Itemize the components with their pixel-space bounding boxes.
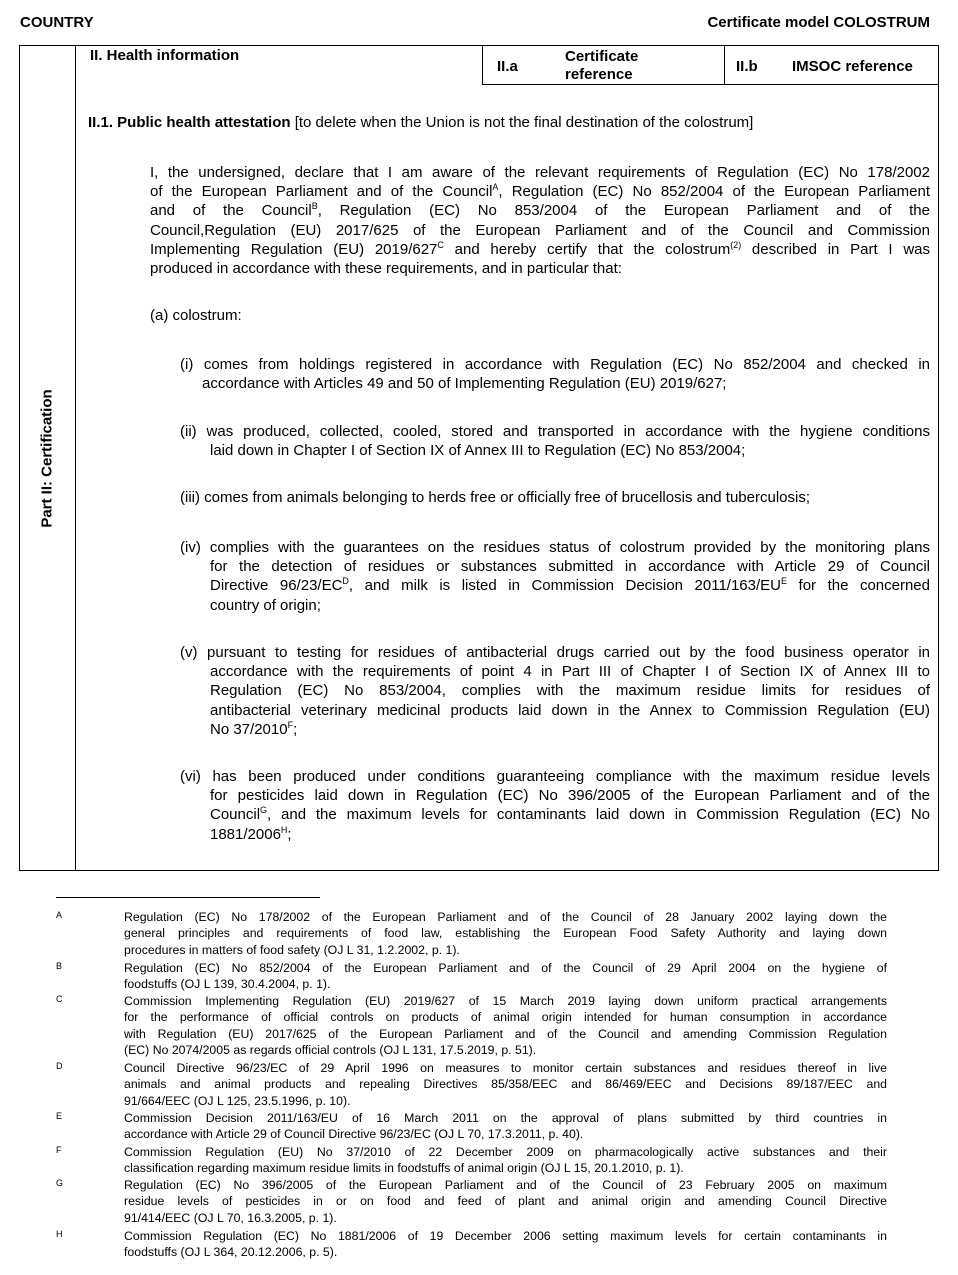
intro-line: Council,Regulation (EU) 2017/625 of the European Parliament and of the Council and Commission [150,221,930,239]
footnote-line: animals and animal products and repealing Directives 85/358/EEC and 86/469/EEC and Decisions 89/187/EEC and [124,1077,887,1092]
footnote-line: Commission Regulation (EC) No 1881/2006 of 19 December 2006 setting maximum levels for certain contaminants in [124,1229,887,1243]
list-item: (vi) has been produced under conditions guaranteeing compliance with the maximum residue levels for pesticides laid down in Regulation (EC) No 396/2005 of the European Parliament and of the Council$^G$, and the maximum levels for contaminants laid down in Commission Regulation (EC) No $1881/2006^H$; [180,768,930,843]
footnote-text [124,960,887,993]
colostrum-subheading: (a) colostrum: [150,307,242,324]
footnote-line: Regulation (EC) No 852/2004 of the European Parliament and of the Council of 29 April 2004 on the hygiene of [124,961,887,975]
footnote-line: 91/414/EEC (OJ L 70, 16.3.2005, p. 1). [124,1210,337,1225]
footnote-mark: C [56,994,63,1004]
footnote-line: general principles and requirements of food law, establishing the European Food Safety Authority and laying down [124,926,887,941]
country-label: COUNTRY [20,14,94,31]
attestation-intro [150,163,930,278]
intro-line: I, the undersigned, declare that I am aware of the relevant requirements of Regulation (EC) No 178/2002 [150,164,930,181]
iia-label: II.a [497,58,518,75]
list-item: (iii) comes from animals belonging to herds free or officially free of brucellosis and tuberculosis; [180,489,811,506]
footnote-ref: (2) [730,239,742,250]
footnote-line: residue levels of pesticides in or on food and feed of plant and animal origin and amending Council Directive [124,1194,887,1209]
footnote-line: with Regulation (EU) 2017/625 of the European Parliament and of the Council and amending Commission Regulation [124,1026,887,1041]
footnote-separator [56,897,320,898]
certificate-reference-label: Certificate reference [565,48,639,83]
imsoc-reference-label: IMSOC reference [792,58,913,75]
footnote-ref: F [287,719,294,730]
footnote-line: 91/664/EEC (OJ L 125, 23.5.1996, p. 10). [124,1093,351,1108]
footnote-ref: D [342,576,349,587]
footnote-mark: B [56,961,63,971]
side-label [22,45,72,871]
list-item: (v) pursuant to testing for residues of antibacterial drugs carried out by the food business operator in accordance with the requirements of point 4 in Part III of Chapter I of Section IX of Annex III to Regulation (EC) No 853/2004, complies with the maximum residue limits for residues of antibacterial veterinary medicinal products laid down in the Annex to Commission Regulation (EU) No $37/2010^F$; [180,644,930,738]
part-ii-certification-label: Part II: Certification [38,388,56,528]
footnote-ref: G [260,805,268,816]
footnote-ref: H [280,824,288,835]
imsoc-reference-box [724,45,939,85]
footnote-text [124,1177,887,1226]
footnote-text [124,1110,887,1143]
certificate-reference-box [482,45,725,85]
footnote-line: foodstuffs (OJ L 364, 20.12.2006, p. 5). [124,1245,338,1260]
intro-line: Implementing Regulation (EU) $2019/627^C$ and hereby certify that the colostrum$^{(2)}$ described in Part I was [150,239,930,258]
footnote-mark: F [56,1145,62,1155]
attestation-note: [to delete when the Union is not the final destination of the colostrum] [290,114,754,131]
footnote-line: Commission Implementing Regulation (EU) 2019/627 of 15 March 2019 laying down uniform practical arrangements [124,994,887,1008]
footnote-line: Commission Decision 2011/163/EU of 16 March 2011 on the approval of plans submitted by third countries in [124,1111,887,1125]
iib-label: II.b [736,58,758,75]
footnote-text [124,1228,887,1261]
section-title: II. Health information [90,47,240,64]
certificate-model-label: Certificate model COLOSTRUM [707,14,930,31]
attestation-title: II.1. Public health attestation [88,114,291,131]
list-item: (i) comes from holdings registered in accordance with Regulation (EC) No 852/2004 and checked in accordance with Articles 49 and 50 of Implementing Regulation (EU) 2019/627; [180,356,930,393]
footnote-ref: B [311,201,318,212]
list-item: (ii) was produced, collected, cooled, stored and transported in accordance with the hygiene conditions laid down in Chapter I of Section IX of Annex III to Regulation (EC) No 853/2004; [180,423,930,460]
footnote-line: Commission Regulation (EU) No 37/2010 of 22 December 2009 on pharmacologically active substances and their [124,1145,887,1159]
footnote-line: accordance with Article 29 of Council Directive 96/23/EC (OJ L 70, 17.3.2011, p. 40). [124,1127,584,1142]
footnote-mark: D [56,1061,63,1071]
list-item: (iv) complies with the guarantees on the residues status of colostrum provided by the monitoring plans for the detection of residues or substances submitted in accordance with Article 29 of Council Directive $96/23/EC^D$, and milk is listed in Commission Decision $2011/163/EU^E$ for the concerned country of origin; [180,539,930,614]
footnote-mark: H [56,1229,63,1239]
intro-line: produced in accordance with these requirements, and in particular that: [150,260,622,278]
intro-line: of the European Parliament and of the Council$^A$, Regulation (EC) No 852/2004 of the European Parliament [150,182,930,201]
footnote-ref: C [437,239,444,250]
footnote-line: foodstuffs (OJ L 139, 30.4.2004, p. 1). [124,977,331,992]
footnote-line: (EC) No 2074/2005 as regards official controls (OJ L 131, 17.5.2019, p. 51). [124,1043,537,1058]
footnote-text [124,1060,887,1109]
footnote-mark: A [56,910,63,920]
intro-line: and of the Council$^B$, Regulation (EC) No 853/2004 of the European Parliament and of the [150,201,930,220]
footnote-mark: G [56,1178,64,1188]
footnote-line: Council Directive 96/23/EC of 29 April 1996 on measures to monitor certain substances and residues thereof in live [124,1061,887,1075]
footnote-text [124,1144,887,1177]
footnote-line: Regulation (EC) No 178/2002 of the European Parliament and of the Council of 28 January 2002 laying down the [124,910,887,924]
footnote-text [124,909,887,958]
footnote-mark: E [56,1111,63,1121]
attestation-heading [88,114,753,131]
footnote-ref: E [781,576,788,587]
footnote-text [124,993,887,1059]
frame-divider [75,45,76,871]
footnote-line: Regulation (EC) No 396/2005 of the European Parliament and of the Council of 23 February 2005 on maximum [124,1178,887,1192]
footnote-line: for the performance of official controls on products of animal origin intended for human consumption in accordance [124,1010,887,1025]
footnote-line: classification regarding maximum residue limits in foodstuffs of animal origin (OJ L 15, 20.1.2010, p. 1). [124,1161,684,1176]
footnote-ref: A [492,182,499,193]
footnote-line: procedures in matters of food safety (OJ L 31, 1.2.2002, p. 1). [124,942,460,957]
